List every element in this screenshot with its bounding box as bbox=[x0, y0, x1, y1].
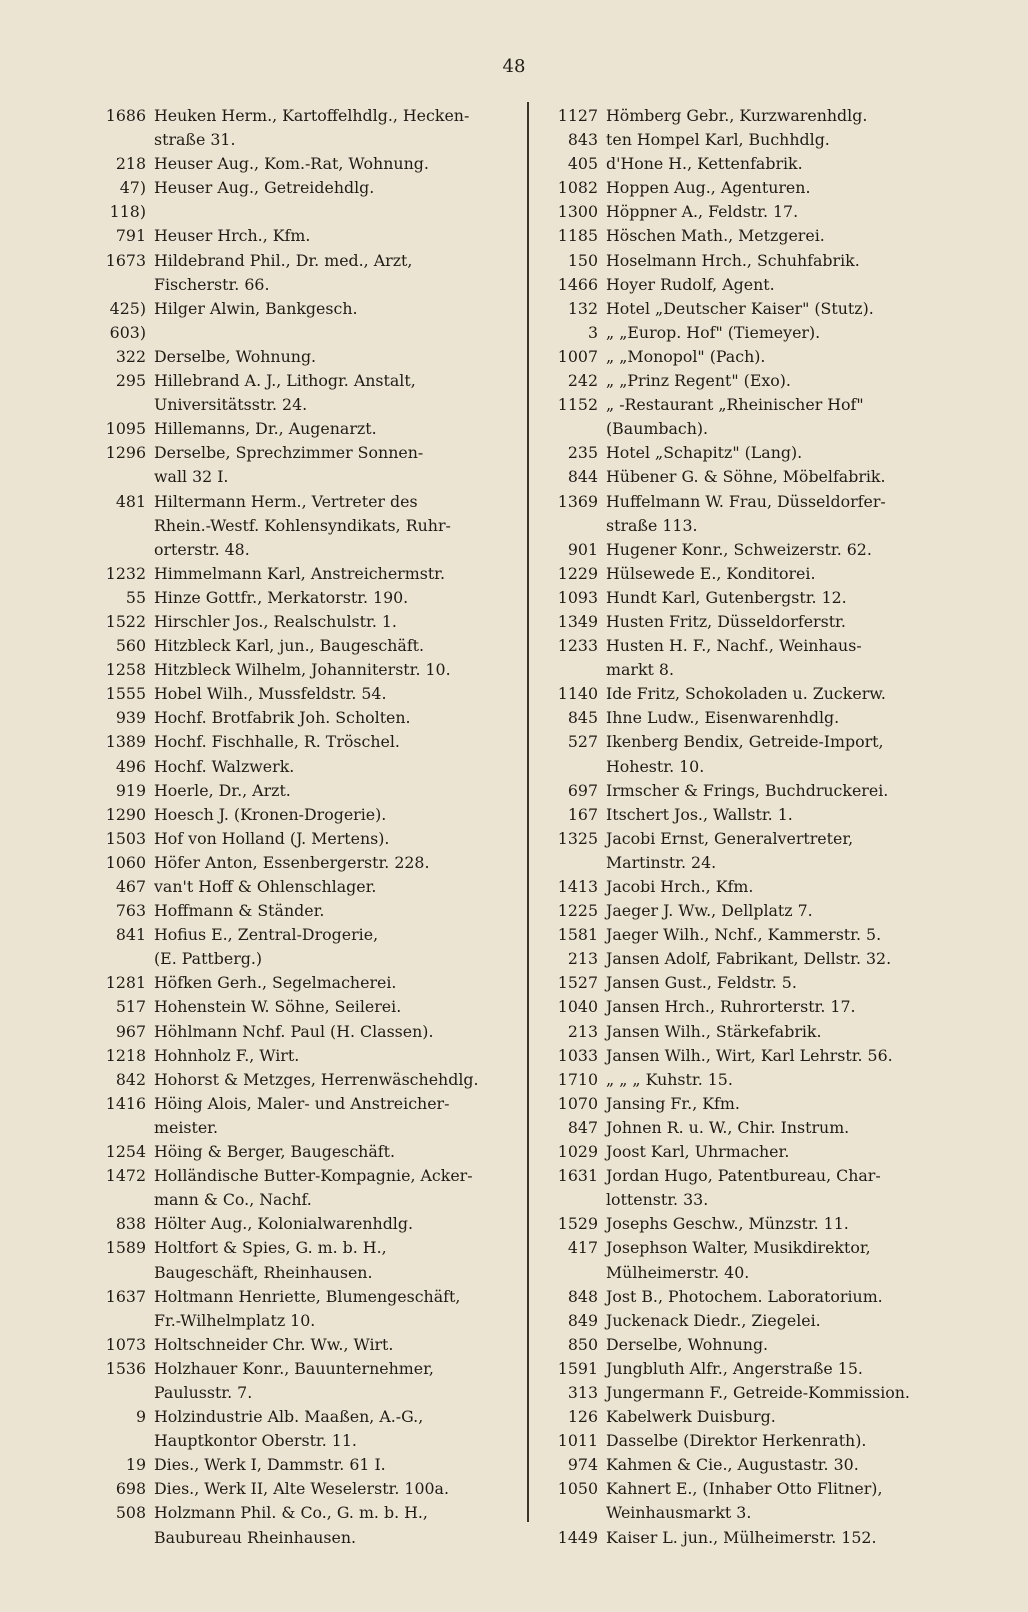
directory-entry bbox=[536, 1381, 976, 1405]
directory-entry bbox=[536, 1092, 976, 1116]
phone-number: 1033 bbox=[557, 1045, 598, 1065]
entry-text: „ „Europ. Hof" (Tiemeyer). bbox=[606, 322, 821, 342]
right-column bbox=[536, 104, 976, 1550]
directory-entry bbox=[80, 224, 520, 248]
phone-number: 508 bbox=[115, 1503, 146, 1523]
entry-text: Hitzbleck Wilhelm, Johanniterstr. 10. bbox=[154, 660, 451, 680]
phone-number: 1011 bbox=[557, 1431, 598, 1451]
directory-entry bbox=[536, 224, 976, 248]
phone-number: 845 bbox=[567, 708, 598, 728]
directory-entry bbox=[536, 1140, 976, 1164]
directory-entry bbox=[536, 128, 976, 152]
entry-text: van't Hoff & Ohlenschlager. bbox=[154, 877, 377, 896]
directory-entry bbox=[536, 586, 976, 610]
phone-number: 235 bbox=[567, 443, 598, 463]
directory-entry bbox=[80, 1068, 520, 1092]
entry-text: Höing & Berger, Baugeschäft. bbox=[154, 1142, 395, 1162]
phone-number: 1631 bbox=[557, 1166, 598, 1186]
phone-number: 1040 bbox=[557, 997, 598, 1017]
phone-number: 167 bbox=[567, 804, 598, 824]
phone-number: 1127 bbox=[557, 106, 598, 125]
directory-entry bbox=[80, 1333, 520, 1357]
entry-text: Hobel Wilh., Mussfeldstr. 54. bbox=[154, 684, 387, 704]
phone-number: 1466 bbox=[557, 274, 598, 294]
entry-text: Hoselmann Hrch., Schuhfabrik. bbox=[606, 250, 860, 270]
directory-entry bbox=[80, 152, 520, 176]
phone-number: 242 bbox=[567, 371, 598, 391]
directory-entry bbox=[536, 321, 976, 345]
phone-number: 791 bbox=[115, 226, 146, 246]
entry-text: Höing Alois, Maler- und Anstreicher- meister. bbox=[154, 1093, 450, 1137]
phone-number: 1529 bbox=[557, 1214, 598, 1234]
entry-text: Dies., Werk II, Alte Weselerstr. 100a. bbox=[154, 1479, 449, 1499]
phone-number: 1300 bbox=[557, 202, 598, 222]
phone-number: 467 bbox=[115, 877, 146, 896]
entry-text: Jaeger Wilh., Nchf., Kammerstr. 5. bbox=[606, 925, 882, 945]
entry-text: Hochf. Fischhalle, R. Tröschel. bbox=[154, 732, 400, 752]
phone-number: 1536 bbox=[105, 1358, 146, 1378]
entry-text: Holländische Butter-Kompagnie, Acker- mann & Co., Nachf. bbox=[154, 1166, 473, 1210]
directory-entry bbox=[536, 1164, 976, 1212]
directory-entry bbox=[536, 875, 976, 899]
phone-number: 1082 bbox=[557, 178, 598, 198]
directory-entry bbox=[536, 490, 976, 538]
entry-text: Hoffmann & Ständer. bbox=[154, 901, 325, 921]
directory-entry bbox=[80, 971, 520, 995]
directory-entry bbox=[536, 1333, 976, 1357]
directory-entry bbox=[536, 465, 976, 489]
entry-text: ten Hompel Karl, Buchhdlg. bbox=[606, 130, 830, 150]
directory-entry bbox=[80, 1020, 520, 1044]
entry-text: Heuser Hrch., Kfm. bbox=[154, 226, 311, 246]
phone-number: 1254 bbox=[105, 1142, 146, 1162]
directory-entry bbox=[536, 345, 976, 369]
phone-number: 1349 bbox=[557, 611, 598, 631]
directory-entry bbox=[536, 610, 976, 634]
entry-text: Hochf. Walzwerk. bbox=[154, 756, 295, 776]
entry-text: Jordan Hugo, Patentbureau, Char- lottenstr. 33. bbox=[606, 1166, 881, 1210]
directory-entry bbox=[536, 971, 976, 995]
phone-number: 1073 bbox=[105, 1334, 146, 1354]
entry-text: Jacobi Hrch., Kfm. bbox=[606, 877, 754, 896]
phone-number: 1281 bbox=[105, 973, 146, 993]
entry-text: d'Hone H., Kettenfabrik. bbox=[606, 154, 803, 174]
directory-entry bbox=[536, 441, 976, 465]
entry-text: Kaiser L. jun., Mülheimerstr. 152. bbox=[606, 1527, 877, 1547]
phone-number: 1637 bbox=[105, 1286, 146, 1306]
directory-entry bbox=[80, 297, 520, 345]
phone-number: 405 bbox=[567, 154, 598, 174]
directory-entry bbox=[536, 152, 976, 176]
phone-number: 1140 bbox=[557, 684, 598, 704]
phone-number: 1555 bbox=[105, 684, 146, 704]
entry-text: Irmscher & Frings, Buchdruckerei. bbox=[606, 780, 889, 800]
column-divider bbox=[527, 102, 529, 1522]
phone-number: 213 bbox=[567, 1021, 598, 1041]
directory-entry bbox=[80, 1453, 520, 1477]
directory-entry bbox=[536, 1212, 976, 1236]
entry-text: Ide Fritz, Schokoladen u. Zuckerw. bbox=[606, 684, 886, 704]
phone-number: 19 bbox=[125, 1455, 146, 1475]
directory-entry bbox=[536, 1068, 976, 1092]
phone-number: 481 bbox=[115, 491, 146, 511]
phone-number: 517 bbox=[115, 997, 146, 1017]
entry-text: Hirschler Jos., Realschulstr. 1. bbox=[154, 611, 397, 631]
entry-text: Hoppen Aug., Agenturen. bbox=[606, 178, 811, 198]
phone-number: 1591 bbox=[557, 1358, 598, 1378]
directory-entry bbox=[536, 538, 976, 562]
directory-entry bbox=[536, 682, 976, 706]
entry-text: Holzindustrie Alb. Maaßen, A.-G., Hauptkontor Oberstr. 11. bbox=[154, 1407, 424, 1451]
directory-entry bbox=[536, 995, 976, 1019]
phone-number: 698 bbox=[115, 1479, 146, 1499]
directory-entry bbox=[80, 827, 520, 851]
entry-text: Jansing Fr., Kfm. bbox=[606, 1093, 740, 1113]
entry-text: Heuser Aug., Kom.-Rat, Wohnung. bbox=[154, 154, 429, 174]
entry-text: Ikenberg Bendix, Getreide-Import, Hohestr. 10. bbox=[606, 732, 884, 776]
directory-entry bbox=[80, 369, 520, 417]
phone-number: 55 bbox=[125, 587, 146, 607]
directory-entry bbox=[536, 779, 976, 803]
directory-entry bbox=[536, 1020, 976, 1044]
entry-text: Dasselbe (Direktor Herkenrath). bbox=[606, 1431, 867, 1451]
entry-text: Ihne Ludw., Eisenwarenhdlg. bbox=[606, 708, 840, 728]
directory-entry bbox=[536, 1429, 976, 1453]
directory-entry bbox=[536, 1044, 976, 1068]
directory-entry bbox=[80, 1092, 520, 1140]
phone-number: 1229 bbox=[557, 563, 598, 583]
directory-entry bbox=[536, 827, 976, 875]
phone-number: 1472 bbox=[105, 1166, 146, 1186]
directory-entry bbox=[536, 176, 976, 200]
phone-number: 1503 bbox=[105, 828, 146, 848]
entry-text: Jansen Gust., Feldstr. 5. bbox=[606, 973, 797, 993]
entry-text: Kahnert E., (Inhaber Otto Flitner), Weinhausmarkt 3. bbox=[606, 1479, 883, 1523]
entry-text: Jansen Wilh., Stärkefabrik. bbox=[606, 1021, 822, 1041]
phone-number: 218 bbox=[115, 154, 146, 174]
entry-text: Jungbluth Alfr., Angerstraße 15. bbox=[606, 1358, 863, 1378]
phone-number: 843 bbox=[567, 130, 598, 150]
directory-entry bbox=[80, 995, 520, 1019]
entry-text: „ -Restaurant „Rheinischer Hof" (Baumbach). bbox=[606, 395, 864, 439]
entry-text: Jansen Adolf, Fabrikant, Dellstr. 32. bbox=[606, 949, 892, 969]
phone-number: 1527 bbox=[557, 973, 598, 993]
directory-entry bbox=[80, 1501, 520, 1549]
phone-number: 850 bbox=[567, 1334, 598, 1354]
directory-entry bbox=[536, 1405, 976, 1429]
entry-text: Hohorst & Metzges, Herrenwäschehdlg. bbox=[154, 1069, 479, 1089]
phone-number: 849 bbox=[567, 1310, 598, 1330]
entry-text: Höfken Gerh., Segelmacherei. bbox=[154, 973, 397, 993]
entry-text: Holtmann Henriette, Blumengeschäft, Fr.-Wilhelmplatz 10. bbox=[154, 1286, 461, 1330]
directory-entry bbox=[80, 610, 520, 634]
entry-text: Husten H. F., Nachf., Weinhaus- markt 8. bbox=[606, 636, 862, 680]
entry-text: Derselbe, Wohnung. bbox=[606, 1334, 769, 1354]
directory-entry bbox=[80, 441, 520, 489]
directory-entry bbox=[80, 875, 520, 899]
entry-text: Holzmann Phil. & Co., G. m. b. H., Baubureau Rheinhausen. bbox=[154, 1503, 428, 1547]
directory-entry bbox=[536, 899, 976, 923]
directory-entry bbox=[80, 1477, 520, 1501]
phone-number: 1007 bbox=[557, 346, 598, 366]
phone-number: 417 bbox=[567, 1238, 598, 1258]
directory-entry bbox=[80, 490, 520, 562]
directory-entry bbox=[80, 899, 520, 923]
phone-number: 1070 bbox=[557, 1093, 598, 1113]
phone-number: 1581 bbox=[557, 925, 598, 945]
entry-text: Höfer Anton, Essenbergerstr. 228. bbox=[154, 852, 430, 872]
phone-number: 841 bbox=[115, 925, 146, 945]
phone-number: 3 bbox=[587, 322, 598, 342]
entry-text: Hochf. Brotfabrik Joh. Scholten. bbox=[154, 708, 411, 728]
phone-number: 150 bbox=[567, 250, 598, 270]
phone-number: 919 bbox=[115, 780, 146, 800]
phone-number: 126 bbox=[567, 1407, 598, 1427]
directory-entry bbox=[80, 345, 520, 369]
phone-number: 1152 bbox=[557, 395, 598, 415]
directory-entry bbox=[80, 851, 520, 875]
directory-entry bbox=[80, 417, 520, 441]
phone-number: 527 bbox=[567, 732, 598, 752]
entry-text: Hotel „Deutscher Kaiser" (Stutz). bbox=[606, 298, 874, 318]
entry-text: Hömberg Gebr., Kurzwarenhdlg. bbox=[606, 106, 868, 125]
entry-text: Hilger Alwin, Bankgesch. bbox=[154, 298, 358, 318]
phone-number: 1218 bbox=[105, 1045, 146, 1065]
phone-number: 1225 bbox=[557, 901, 598, 921]
phone-number: 1050 bbox=[557, 1479, 598, 1499]
entry-text: Itschert Jos., Wallstr. 1. bbox=[606, 804, 793, 824]
entry-text: Höschen Math., Metzgerei. bbox=[606, 226, 825, 246]
directory-entry bbox=[80, 634, 520, 658]
entry-text: Johnen R. u. W., Chir. Instrum. bbox=[606, 1117, 850, 1137]
phone-number: 1389 bbox=[105, 732, 146, 752]
directory-entry bbox=[80, 755, 520, 779]
entry-text: „ „Monopol" (Pach). bbox=[606, 346, 766, 366]
directory-entry bbox=[536, 249, 976, 273]
entry-text: Hiltermann Herm., Vertreter des Rhein.-Westf. Kohlensyndikats, Ruhr- orterstr. 48. bbox=[154, 491, 451, 559]
phone-number: 1686 bbox=[105, 106, 146, 125]
directory-entry bbox=[536, 1453, 976, 1477]
phone-number: 842 bbox=[115, 1069, 146, 1089]
entry-text: Dies., Werk I, Dammstr. 61 I. bbox=[154, 1455, 386, 1475]
entry-text: Juckenack Diedr., Ziegelei. bbox=[606, 1310, 821, 1330]
entry-text: Höhlmann Nchf. Paul (H. Classen). bbox=[154, 1021, 434, 1041]
directory-entry bbox=[536, 1285, 976, 1309]
directory-entry bbox=[536, 947, 976, 971]
entry-text: Hundt Karl, Gutenbergstr. 12. bbox=[606, 587, 847, 607]
entry-text: Hugener Konr., Schweizerstr. 62. bbox=[606, 539, 872, 559]
phone-number: 1589 bbox=[105, 1238, 146, 1258]
entry-text: Derselbe, Sprechzimmer Sonnen- wall 32 I. bbox=[154, 443, 424, 487]
directory-entry bbox=[80, 1285, 520, 1333]
entry-text: Hinze Gottfr., Merkatorstr. 190. bbox=[154, 587, 409, 607]
directory-entry bbox=[536, 1477, 976, 1525]
directory-entry bbox=[536, 104, 976, 128]
entry-text: Jaeger J. Ww., Dellplatz 7. bbox=[606, 901, 813, 921]
phone-number: 763 bbox=[115, 901, 146, 921]
entry-text: Jacobi Ernst, Generalvertreter, Martinstr. 24. bbox=[606, 828, 854, 872]
entry-text: Husten Fritz, Düsseldorferstr. bbox=[606, 611, 846, 631]
entry-text: „ „ „ Kuhstr. 15. bbox=[606, 1069, 733, 1089]
entry-text: Holtfort & Spies, G. m. b. H., Baugeschäft, Rheinhausen. bbox=[154, 1238, 387, 1282]
entry-text: Heuken Herm., Kartoffelhdlg., Hecken- straße 31. bbox=[154, 106, 470, 150]
entry-text: Jansen Wilh., Wirt, Karl Lehrstr. 56. bbox=[606, 1045, 893, 1065]
directory-entry bbox=[536, 803, 976, 827]
entry-text: Holtschneider Chr. Ww., Wirt. bbox=[154, 1334, 394, 1354]
phone-number: 974 bbox=[567, 1455, 598, 1475]
phone-number: 295 bbox=[115, 371, 146, 391]
directory-entry bbox=[80, 586, 520, 610]
phone-number: 1095 bbox=[105, 419, 146, 439]
entry-text: Hitzbleck Karl, jun., Baugeschäft. bbox=[154, 636, 425, 656]
phone-number: 1710 bbox=[557, 1069, 598, 1089]
phone-number: 1093 bbox=[557, 587, 598, 607]
phone-number: 1060 bbox=[105, 852, 146, 872]
directory-entry bbox=[536, 393, 976, 441]
entry-text: Jungermann F., Getreide-Kommission. bbox=[606, 1382, 910, 1402]
entry-text: Huffelmann W. Frau, Düsseldorfer- straße 113. bbox=[606, 491, 886, 535]
phone-number: 322 bbox=[115, 346, 146, 366]
directory-entry bbox=[80, 1357, 520, 1405]
directory-entry bbox=[80, 104, 520, 152]
entry-text: Hof von Holland (J. Mertens). bbox=[154, 828, 390, 848]
entry-text: Josephson Walter, Musikdirektor, Mülheimerstr. 40. bbox=[606, 1238, 871, 1282]
directory-entry bbox=[80, 1405, 520, 1453]
phone-number: 844 bbox=[567, 467, 598, 487]
entry-text: Derselbe, Wohnung. bbox=[154, 346, 317, 366]
directory-entry bbox=[536, 634, 976, 682]
phone-number: 560 bbox=[115, 636, 146, 656]
phone-number: 847 bbox=[567, 1117, 598, 1137]
entry-text: Hoerle, Dr., Arzt. bbox=[154, 780, 291, 800]
phone-number: 496 bbox=[115, 756, 146, 776]
directory-entry bbox=[536, 1236, 976, 1284]
entry-text: Heuser Aug., Getreidehdlg. bbox=[154, 178, 375, 198]
directory-entry bbox=[80, 803, 520, 827]
directory-entry bbox=[536, 273, 976, 297]
entry-text: Kahmen & Cie., Augustastr. 30. bbox=[606, 1455, 859, 1475]
directory-entry bbox=[536, 923, 976, 947]
phone-number: 313 bbox=[567, 1382, 598, 1402]
directory-entry bbox=[80, 1044, 520, 1068]
directory-entry bbox=[536, 1357, 976, 1381]
entry-text: Hillemanns, Dr., Augenarzt. bbox=[154, 419, 377, 439]
phone-number: 939 bbox=[115, 708, 146, 728]
entry-text: Holzhauer Konr., Bauunternehmer, Paulusstr. 7. bbox=[154, 1358, 434, 1402]
directory-entry bbox=[80, 1164, 520, 1212]
entry-text: Hotel „Schapitz" (Lang). bbox=[606, 443, 803, 463]
directory-entry bbox=[536, 730, 976, 778]
directory-entry bbox=[536, 200, 976, 224]
entry-text: Hübener G. & Söhne, Möbelfabrik. bbox=[606, 467, 886, 487]
phone-number: 9 bbox=[135, 1407, 146, 1427]
phone-number: 132 bbox=[567, 298, 598, 318]
directory-entry bbox=[536, 562, 976, 586]
entry-text: Hohenstein W. Söhne, Seilerei. bbox=[154, 997, 402, 1017]
entry-text: Hoesch J. (Kronen-Drogerie). bbox=[154, 804, 387, 824]
phone-number: 1413 bbox=[557, 877, 598, 896]
directory-entry bbox=[80, 176, 520, 224]
entry-text: Hohnholz F., Wirt. bbox=[154, 1045, 300, 1065]
phone-number: 1325 bbox=[557, 828, 598, 848]
phone-number: 697 bbox=[567, 780, 598, 800]
entry-text: Kabelwerk Duisburg. bbox=[606, 1407, 776, 1427]
phone-number: 901 bbox=[567, 539, 598, 559]
phone-number: 425) 603) bbox=[109, 298, 146, 342]
entry-text: Hildebrand Phil., Dr. med., Arzt, Fischerstr. 66. bbox=[154, 250, 413, 294]
entry-text: Hillebrand A. J., Lithogr. Anstalt, Universitätsstr. 24. bbox=[154, 371, 416, 415]
directory-entry bbox=[80, 1236, 520, 1284]
phone-number: 1522 bbox=[105, 611, 146, 631]
phone-number: 47) 118) bbox=[109, 178, 146, 222]
entry-text: Josephs Geschw., Münzstr. 11. bbox=[606, 1214, 849, 1234]
phone-number: 1258 bbox=[105, 660, 146, 680]
phone-number: 1232 bbox=[105, 563, 146, 583]
left-column bbox=[80, 104, 520, 1550]
entry-text: Hoyer Rudolf, Agent. bbox=[606, 274, 775, 294]
entry-text: Hülsewede E., Konditorei. bbox=[606, 563, 816, 583]
entry-text: „ „Prinz Regent" (Exo). bbox=[606, 371, 791, 391]
phone-number: 213 bbox=[567, 949, 598, 969]
directory-entry bbox=[80, 706, 520, 730]
directory-entry bbox=[536, 1116, 976, 1140]
phone-number: 1029 bbox=[557, 1142, 598, 1162]
phone-number: 967 bbox=[115, 1021, 146, 1041]
entry-text: Höppner A., Feldstr. 17. bbox=[606, 202, 799, 222]
directory-entry bbox=[536, 1526, 976, 1550]
directory-entry bbox=[80, 779, 520, 803]
entry-text: Jansen Hrch., Ruhrorterstr. 17. bbox=[606, 997, 856, 1017]
phone-number: 1233 bbox=[557, 636, 598, 656]
directory-entry bbox=[80, 923, 520, 971]
directory-entry bbox=[80, 249, 520, 297]
directory-entry bbox=[536, 1309, 976, 1333]
phone-number: 1369 bbox=[557, 491, 598, 511]
entry-text: Hofius E., Zentral-Drogerie, (E. Pattberg.) bbox=[154, 925, 379, 969]
phone-number: 838 bbox=[115, 1214, 146, 1234]
directory-entry bbox=[536, 297, 976, 321]
directory-entry bbox=[80, 730, 520, 754]
entry-text: Joost Karl, Uhrmacher. bbox=[606, 1142, 790, 1162]
directory-entry bbox=[80, 658, 520, 682]
entry-text: Hölter Aug., Kolonialwarenhdlg. bbox=[154, 1214, 413, 1234]
page-number: 48 bbox=[502, 56, 526, 77]
phone-number: 1673 bbox=[105, 250, 146, 270]
directory-entry bbox=[536, 369, 976, 393]
phone-number: 1449 bbox=[557, 1527, 598, 1547]
phone-number: 1185 bbox=[557, 226, 598, 246]
phone-number: 1296 bbox=[105, 443, 146, 463]
entry-text: Himmelmann Karl, Anstreichermstr. bbox=[154, 563, 446, 583]
directory-entry bbox=[80, 562, 520, 586]
phone-number: 1290 bbox=[105, 804, 146, 824]
directory-entry bbox=[80, 1212, 520, 1236]
directory-entry bbox=[80, 682, 520, 706]
directory-entry bbox=[536, 706, 976, 730]
directory-entry bbox=[80, 1140, 520, 1164]
phone-number: 848 bbox=[567, 1286, 598, 1306]
phone-number: 1416 bbox=[105, 1093, 146, 1113]
entry-text: Jost B., Photochem. Laboratorium. bbox=[606, 1286, 883, 1306]
